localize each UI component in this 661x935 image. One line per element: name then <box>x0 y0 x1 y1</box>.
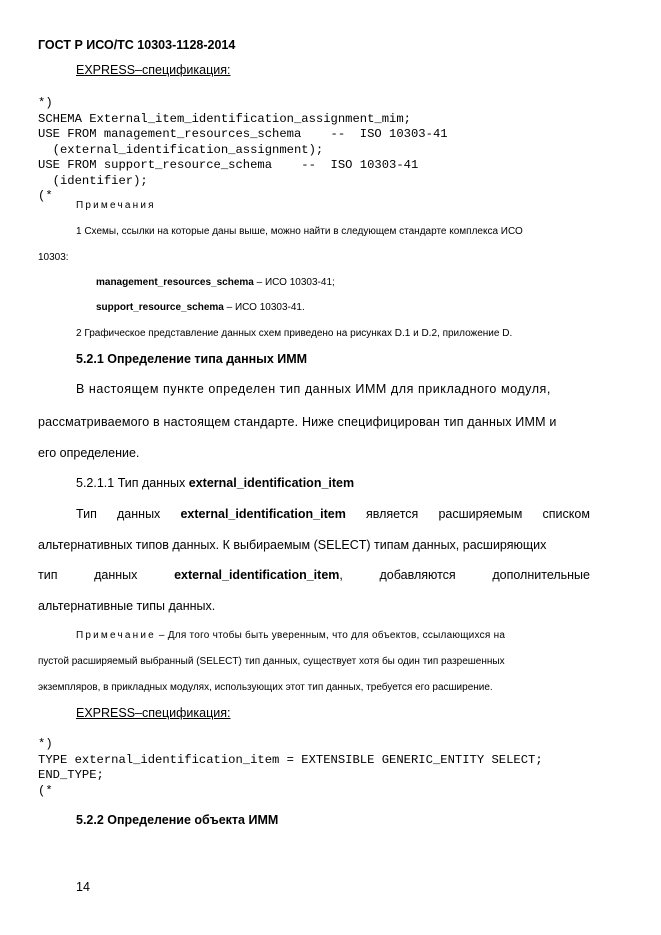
comma: , <box>339 568 343 582</box>
note-3-line-3: экземпляров, в прикладных модулях, использующих этот тип данных, требуется его расширение. <box>38 682 493 693</box>
express-code-block: *) SCHEMA External_item_identification_assignment_mim; USE FROM management_resources_schema -- ISO 10303-41 (external_identification_assignment); USE FROM support_resource_schema -- ISO 10303-41 (identifier); (* <box>38 96 448 203</box>
section-heading-5-2-1-1 <box>76 476 354 490</box>
note-3-label: Примечание <box>76 630 156 641</box>
note-3-line-1 <box>76 630 505 641</box>
schema-1-name: management_resources_schema <box>96 277 254 288</box>
note-3-text: – Для того чтобы быть уверенным, что для объектов, ссылающихся на <box>155 630 506 641</box>
word: данных <box>117 507 161 521</box>
word: является <box>365 507 419 521</box>
word: данных <box>94 568 138 582</box>
para-5-2-1-1-line-1 <box>76 507 590 521</box>
heading-prefix: 5.2.1.1 Тип данных <box>76 476 189 490</box>
para-5-2-1-1-line-4: альтернативные типы данных. <box>38 599 216 613</box>
schema-1-ref: – ИСО 10303-41; <box>253 277 335 288</box>
heading-type-name: external_identification_item <box>188 476 355 490</box>
schema-2-ref: – ИСО 10303-41. <box>223 302 305 313</box>
para-text: В настоящем пункте определен тип данных ИММ для прикладного модуля, <box>76 382 551 396</box>
note-1-line-2: 10303: <box>38 252 69 263</box>
para-5-2-1-1-line-2: альтернативных типов данных. К выбираемым (SELECT) типам данных, расширяющих <box>38 538 547 552</box>
word: тип <box>38 568 58 582</box>
word: добавляются <box>379 568 456 582</box>
note-3-line-2: пустой расширяемый выбранный (SELECT) тип данных, существует хотя бы один тип разрешенных <box>38 656 505 667</box>
express-label: EXPRESS–спецификация: <box>76 706 231 720</box>
para-5-2-1-1-line-3 <box>38 568 590 582</box>
word: расширяемым <box>438 507 523 521</box>
para-5-2-1-line-1 <box>76 382 590 396</box>
note-1-line-1: 1 Схемы, ссылки на которые даны выше, можно найти в следующем стандарте комплекса ИСО <box>76 226 523 237</box>
word: дополнительные <box>492 568 590 582</box>
type-name: external_identification_item <box>174 568 340 582</box>
word: списком <box>542 507 590 521</box>
express-code-block: *) TYPE external_identification_item = EXTENSIBLE GENERIC_ENTITY SELECT; END_TYPE; (* <box>38 737 543 798</box>
para-5-2-1-line-2: рассматриваемого в настоящем стандарте. Ниже специфицирован тип данных ИММ и <box>38 415 557 429</box>
notes-heading: Примечания <box>76 200 156 211</box>
schema-ref-2 <box>96 302 305 313</box>
type-name-with-comma <box>174 568 343 582</box>
express-label: EXPRESS–спецификация: <box>76 63 231 77</box>
section-heading-5-2-2: 5.2.2 Определение объекта ИММ <box>76 813 279 827</box>
schema-ref-1 <box>96 277 335 288</box>
schema-2-name: support_resource_schema <box>96 302 224 313</box>
para-5-2-1-line-3: его определение. <box>38 446 140 460</box>
type-name: external_identification_item <box>180 507 346 521</box>
section-heading-5-2-1: 5.2.1 Определение типа данных ИММ <box>76 352 308 366</box>
word: Тип <box>76 507 97 521</box>
note-2: 2 Графическое представление данных схем приведено на рисунках D.1 и D.2, приложение D. <box>76 328 513 339</box>
document-header: ГОСТ Р ИСО/ТС 10303-1128-2014 <box>38 38 236 52</box>
page-number: 14 <box>76 880 90 894</box>
